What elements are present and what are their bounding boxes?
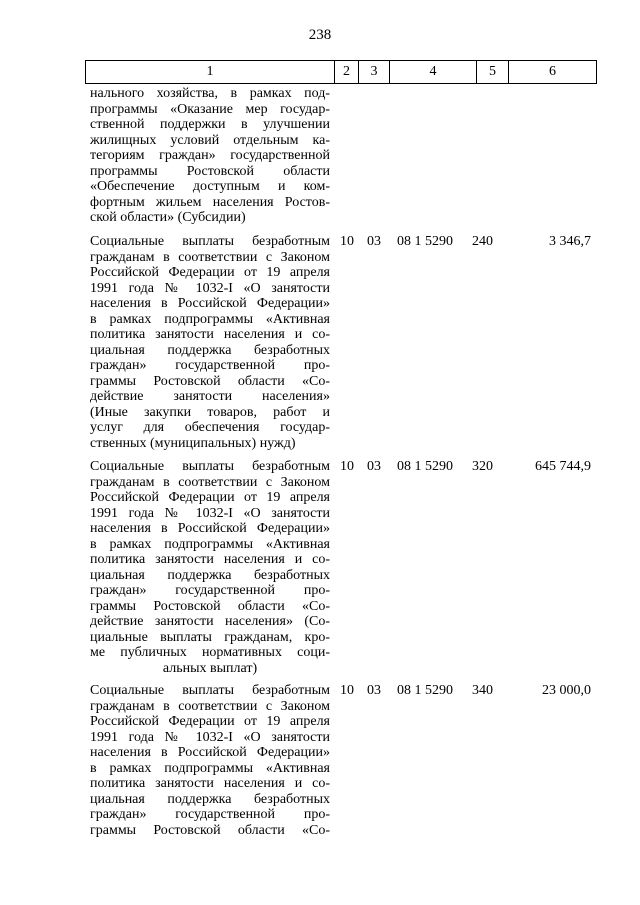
row-vr: 340 [472, 683, 493, 698]
row-description [90, 86, 330, 226]
description-line: 1991 года № 1032-I «О занятости [90, 505, 330, 521]
description-line: в рамках подпрограммы «Активная [90, 536, 330, 552]
header-cell-4: 4 [390, 61, 477, 83]
row-description [90, 683, 330, 838]
row-pr: 03 [367, 459, 381, 474]
description-line: «Обеспечение доступным и ком- [90, 179, 330, 194]
header-cell-3: 3 [359, 61, 390, 83]
description-line: политика занятости населения и со- [90, 776, 330, 791]
page-number: 238 [308, 27, 332, 43]
row-pr: 03 [367, 683, 381, 698]
description-line: гражданам в соответствии с Законом [90, 474, 330, 490]
row-csr: 08 1 5290 [397, 234, 453, 249]
row-csr: 08 1 5290 [397, 459, 453, 474]
row-rz: 10 [340, 459, 354, 474]
description-line: населения в Российской Федерации» [90, 745, 330, 760]
row-rz: 10 [340, 683, 354, 698]
header-cell-6: 6 [549, 64, 556, 79]
description-line: граждан» государственной про- [90, 358, 330, 373]
row-vr: 240 [472, 234, 493, 249]
header-cell-1: 1 [86, 61, 335, 83]
row-sum: 23 000,0 [542, 683, 591, 698]
description-line: ственной поддержки в улучшении [90, 117, 330, 132]
description-line: циальная поддержка безработных [90, 342, 330, 358]
description-line: ме публичных нормативных соци- [90, 645, 330, 660]
description-line: нального хозяйства, в рамках под- [90, 86, 330, 101]
table-header [85, 60, 597, 84]
row-sum: 3 346,7 [549, 234, 591, 249]
description-line: граждан» государственной про- [90, 807, 330, 822]
description-line: программы Ростовской области [90, 163, 330, 179]
description-line: циальные выплаты гражданам, кро- [90, 629, 330, 645]
description-line: Российской Федерации от 19 апреля [90, 490, 330, 505]
description-line: граммы Ростовской области «Со- [90, 373, 330, 389]
description-line: Социальные выплаты безработным [90, 459, 330, 474]
description-line: программы «Оказание мер государ- [90, 101, 330, 117]
description-line: жилищных условий отдельным ка- [90, 132, 330, 148]
description-line: Социальные выплаты безработным [90, 234, 330, 249]
description-line: действие занятости населения» [90, 389, 330, 404]
description-line: граммы Ростовской области «Со- [90, 822, 330, 838]
description-line: ской области» (Субсидии) [90, 210, 246, 225]
description-line: (Иные закупки товаров, работ и [90, 404, 330, 420]
description-line: фортным жильем населения Ростов- [90, 194, 330, 210]
header-cell-2: 2 [335, 61, 359, 83]
description-line: Российской Федерации от 19 апреля [90, 714, 330, 729]
description-line: политика занятости населения и со- [90, 552, 330, 567]
row-sum: 645 744,9 [535, 459, 591, 474]
row-pr: 03 [367, 234, 381, 249]
description-line: действие занятости населения» (Со- [90, 614, 330, 629]
description-line: населения в Российской Федерации» [90, 296, 330, 311]
description-line: ственных (муниципальных) нужд) [90, 435, 296, 451]
description-line: циальная поддержка безработных [90, 567, 330, 583]
description-line: 1991 года № 1032-I «О занятости [90, 280, 330, 296]
description-line: альных выплат) [162, 660, 258, 676]
description-line: в рамках подпрограммы «Активная [90, 311, 330, 327]
row-description [90, 234, 330, 451]
description-line: циальная поддержка безработных [90, 791, 330, 807]
description-line: Социальные выплаты безработным [90, 683, 330, 698]
description-line: услуг для обеспечения государ- [90, 420, 330, 435]
description-line: тегориям граждан» государственной [90, 148, 330, 163]
description-line: в рамках подпрограммы «Активная [90, 760, 330, 776]
description-line: политика занятости населения и со- [90, 327, 330, 342]
row-rz: 10 [340, 234, 354, 249]
description-line: населения в Российской Федерации» [90, 521, 330, 536]
row-vr: 320 [472, 459, 493, 474]
row-csr: 08 1 5290 [397, 683, 453, 698]
description-line: граммы Ростовской области «Со- [90, 598, 330, 614]
description-line: Российской Федерации от 19 апреля [90, 265, 330, 280]
description-line: 1991 года № 1032-I «О занятости [90, 729, 330, 745]
header-cell-5: 5 [477, 61, 509, 83]
description-line: гражданам в соответствии с Законом [90, 249, 330, 265]
description-line: граждан» государственной про- [90, 583, 330, 598]
description-line: гражданам в соответствии с Законом [90, 698, 330, 714]
row-description [90, 459, 330, 676]
